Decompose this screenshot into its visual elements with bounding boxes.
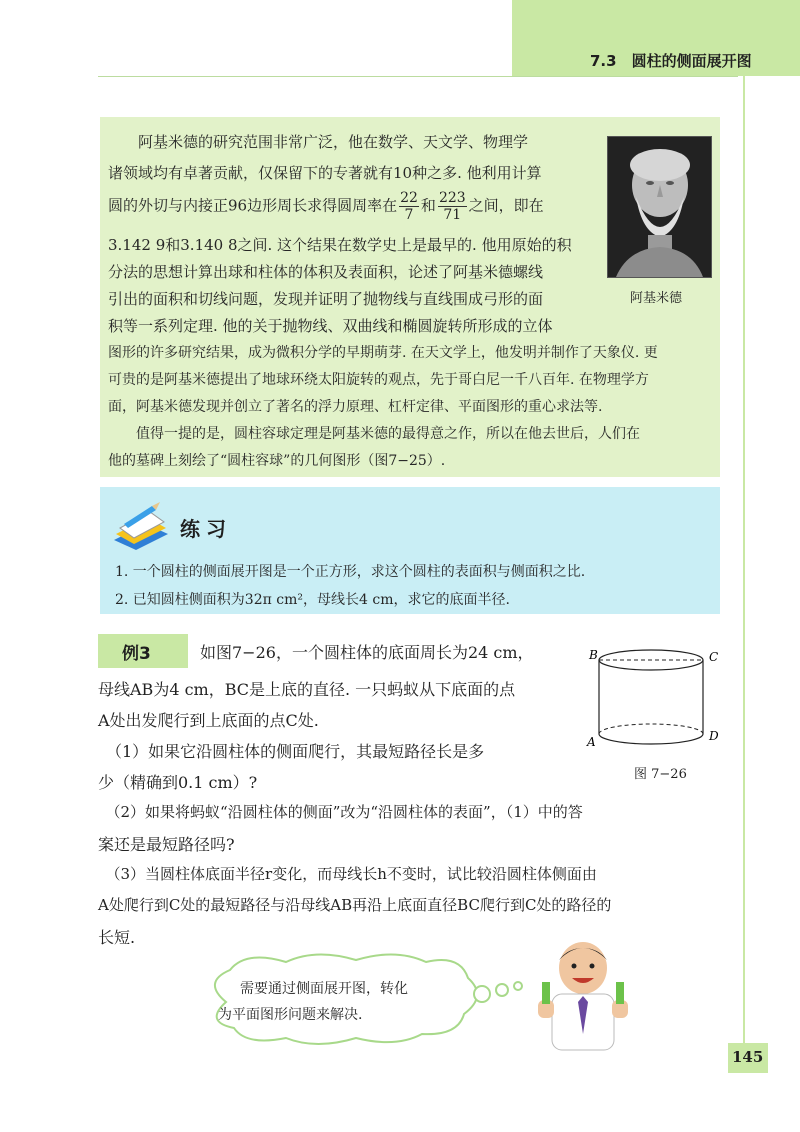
boy-illustration (528, 938, 638, 1058)
cylinder-figure (585, 644, 725, 754)
exercise-title: 练习 (180, 517, 232, 541)
example-label: 例3 (122, 644, 151, 664)
example-line: （1）如果它沿圆柱体的侧面爬行，其最短路径长是多 (98, 742, 485, 761)
reading-text: 之间，即在 (468, 196, 544, 215)
reading-line: 面，阿基米德发现并创立了著名的浮力原理、杠杆定律、平面图形的重心求法等. (108, 399, 603, 415)
example-line: A处爬行到C处的最短路径与沿母线AB再沿上底面直径BC爬行到C处的路径的 (98, 896, 612, 914)
point-c-label: C (709, 650, 719, 664)
reading-line: 分法的思想计算出球和柱体的体积及表面积，论述了阿基米德螺线 (108, 263, 544, 281)
reading-line: 图形的许多研究结果，成为微积分学的早期萌芽. 在天文学上，他发明并制作了天象仪. 更 (108, 345, 658, 361)
side-margin-rule (743, 76, 745, 1066)
exercise-item: 2. 已知圆柱侧面积为32π cm²，母线长4 cm，求它的底面半径. (115, 592, 510, 608)
reading-line-with-fractions (108, 190, 544, 223)
example-line: 如图7−26，一个圆柱体的底面周长为24 cm， (200, 643, 534, 662)
example-line: 母线AB为4 cm，BC是上底的直径. 一只蚂蚁从下底面的点 (98, 680, 516, 699)
exercise-item: 1. 一个圆柱的侧面展开图是一个正方形，求这个圆柱的表面积与侧面积之比. (115, 564, 586, 580)
section-title: 7.3 圆柱的侧面展开图 (590, 52, 752, 70)
example-line: （2）如果将蚂蚁“沿圆柱体的侧面”改为“沿圆柱体的表面”，（1）中的答 (98, 803, 583, 821)
example-line: A处出发爬行到上底面的点C处. (98, 711, 319, 730)
reading-line: 引出的面积和切线问题，发现并证明了抛物线与直线围成弓形的面 (108, 290, 544, 308)
page-number: 145 (732, 1048, 764, 1066)
reading-line: 3.142 9和3.140 8之间. 这个结果在数学史上是最早的. 他用原始的积 (108, 236, 572, 254)
reading-line: 积等一系列定理. 他的关于抛物线、双曲线和椭圆旋转所形成的立体 (108, 317, 553, 335)
reading-line: 值得一提的是，圆柱容球定理是阿基米德的最得意之作，所以在他去世后，人们在 (108, 426, 640, 442)
point-d-label: D (709, 729, 719, 743)
hint-line: 需要通过侧面展开图，转化 (240, 981, 408, 997)
example-line: （3）当圆柱体底面半径r变化，而母线长h不变时，试比较沿圆柱体侧面由 (98, 865, 597, 883)
figure-caption: 图 7−26 (634, 767, 687, 782)
reading-text: 和 (420, 196, 436, 215)
reading-line: 可贵的是阿基米德提出了地球环绕太阳旋转的观点，先于哥白尼一千八百年. 在物理学方 (108, 372, 649, 388)
fraction-223-71: $\frac{223}{71}$ (438, 190, 466, 223)
point-a-label: A (587, 735, 596, 749)
reading-text: 圆的外切与内接正96边形周长求得圆周率在 (108, 196, 398, 215)
point-b-label: B (589, 648, 598, 662)
books-pencil-icon (110, 500, 174, 550)
header-rule (98, 76, 738, 77)
reading-line: 阿基米德的研究范围非常广泛，他在数学、天文学、物理学 (108, 133, 529, 151)
portrait-caption: 阿基米德 (630, 291, 683, 306)
hint-line: 为平面图形问题来解决. (218, 1007, 363, 1023)
example-line: 长短. (98, 928, 136, 947)
example-line: 少（精确到0.1 cm）? (98, 773, 258, 792)
example-line: 案还是最短路径吗? (98, 835, 235, 854)
reading-line: 诸领域均有卓著贡献，仅保留下的专著就有10种之多. 他利用计算 (108, 164, 542, 182)
archimedes-portrait (607, 136, 712, 278)
reading-line: 他的墓碑上刻绘了“圆柱容球”的几何图形（图7−25）. (108, 453, 446, 469)
fraction-22-7: $\frac{22}{7}$ (400, 190, 418, 223)
thought-cloud (196, 952, 536, 1052)
